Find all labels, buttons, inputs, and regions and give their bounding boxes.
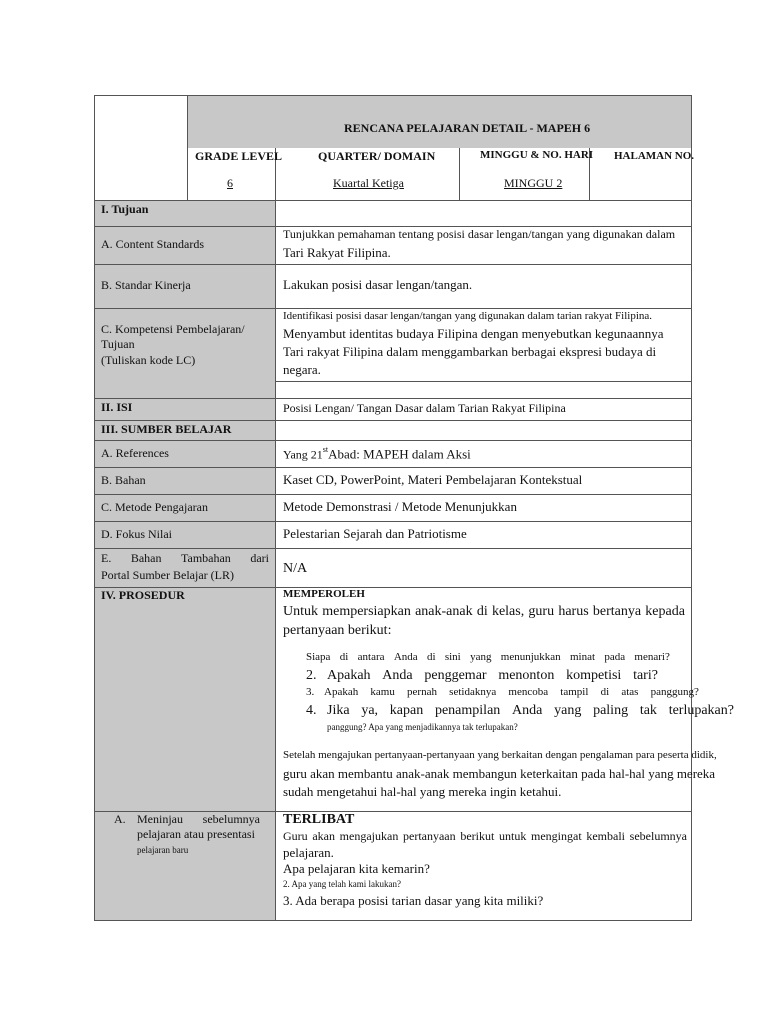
table-border-bottom (94, 920, 692, 921)
word: mencoba (508, 686, 549, 698)
page-number-label: HALAMAN NO. (614, 150, 695, 162)
word: setidaknya (449, 686, 497, 698)
table-border-top (94, 95, 692, 96)
content-standards-text: Tunjukkan pemahaman tentang posisi dasar lengan/tangan yang digunakan dalam (283, 227, 676, 241)
row-line (94, 467, 692, 468)
row-line (94, 548, 692, 549)
grade-level-value: 6 (227, 176, 233, 190)
kompetensi-text: Identifikasi posisi dasar lengan/tangan yang digunakan dalam tarian rakyat Filipina. (283, 310, 653, 322)
prosedur-intro (283, 604, 685, 620)
content-standards-label: A. Content Standards (101, 237, 204, 251)
word: Untuk (283, 604, 318, 619)
tambahan-text: N/A (283, 561, 308, 576)
fokus-label: D. Fokus Nilai (101, 527, 173, 541)
after-questions-text: sudah mengetahui hal-hal yang mereka ingin ketahui. (283, 784, 562, 799)
word: Anda (512, 703, 543, 718)
kompetensi-label: Tujuan (101, 337, 135, 351)
word: tari? (633, 668, 658, 683)
references-text: Yang 21stAbad: MAPEH dalam Aksi (283, 445, 471, 462)
word: pertanyaan (403, 829, 456, 843)
bahan-label: B. Bahan (101, 473, 146, 487)
word: sebelumnya (629, 829, 687, 843)
question-4-number: 4. (306, 703, 317, 718)
word: ya, (361, 703, 379, 718)
grade-level-label: GRADE LEVEL (195, 149, 283, 163)
header-divider-logo (187, 95, 188, 200)
word: penampilan (434, 703, 501, 718)
section-heading-sumber: III. SUMBER BELAJAR (101, 422, 232, 436)
content-standards-text: Tari Rakyat Filipina. (283, 245, 391, 260)
row-line (94, 200, 692, 201)
question-3-number: 3. (306, 686, 315, 698)
word: antara (357, 651, 385, 663)
word: kepada (645, 604, 685, 619)
word: untuk (498, 829, 527, 843)
terlibat-question: 3. Ada berapa posisi tarian dasar yang kita miliki? (283, 893, 544, 908)
row-line (276, 381, 692, 382)
word: Guru (283, 829, 308, 843)
word: anak-anak (415, 604, 473, 619)
word: Anda (393, 651, 418, 663)
meninjau-number: A. (114, 812, 126, 826)
word: kompetisi (566, 668, 622, 683)
standar-kinerja-label: B. Standar Kinerja (101, 278, 191, 292)
word: kembali (586, 829, 625, 843)
metode-label: C. Metode Pengajaran (101, 500, 208, 514)
word: mengajukan (339, 829, 399, 843)
word: Meninjau (137, 812, 183, 826)
kompetensi-text: negara. (283, 362, 321, 377)
word: Apakah (327, 668, 371, 683)
standar-kinerja-text: Lakukan posisi dasar lengan/tangan. (283, 277, 473, 292)
quarter-domain-label: QUARTER/ DOMAIN (318, 149, 436, 163)
week-day-label: MINGGU & NO. HARI (480, 149, 594, 161)
word: mengingat (531, 829, 582, 843)
word: menonton (498, 668, 555, 683)
word: Tambahan (181, 551, 231, 565)
question-3 (324, 686, 699, 699)
word: penggemar (424, 668, 487, 683)
bahan-text: Kaset CD, PowerPoint, Materi Pembelajaran Kontekstual (283, 472, 583, 487)
section-heading-prosedur: IV. PROSEDUR (101, 588, 185, 602)
word: Jika (327, 703, 350, 718)
word: Apakah (324, 686, 359, 698)
kompetensi-label: (Tuliskan kode LC) (101, 353, 196, 367)
word: kamu (370, 686, 395, 698)
after-questions-text: Setelah mengajukan pertanyaan-pertanyaan yang berkaitan dengan pengalaman para peserta didik, (283, 749, 717, 761)
word: Siapa (306, 651, 331, 663)
terlibat-text: pelajaran. (283, 845, 334, 860)
word: sini (444, 651, 461, 663)
word: sebelumnya (202, 812, 260, 826)
word: minat (569, 651, 596, 663)
question-2-number: 2. (306, 668, 317, 683)
memperoleh-heading: MEMPEROLEH (283, 588, 365, 600)
question-2 (327, 668, 658, 684)
row-line (94, 420, 692, 421)
row-line (94, 440, 692, 441)
word: dari (250, 551, 269, 565)
word: tak (639, 703, 657, 718)
word: harus (558, 604, 589, 619)
word: yang (470, 651, 492, 663)
word: panggung? (650, 686, 699, 698)
word: kelas, (491, 604, 525, 619)
word: guru (528, 604, 555, 619)
word: pada (604, 651, 626, 663)
page-title: RENCANA PELAJARAN DETAIL - MAPEH 6 (344, 121, 591, 135)
section-heading-tujuan: I. Tujuan (101, 202, 149, 216)
word: akan (312, 829, 335, 843)
kompetensi-label: C. Kompetensi Pembelajaran/ (101, 322, 245, 336)
table-border-left (94, 95, 95, 921)
question-1 (306, 651, 670, 664)
word: di (339, 651, 349, 663)
word: di (476, 604, 488, 619)
row-line (94, 811, 692, 812)
metode-text: Metode Demonstrasi / Metode Menunjukkan (283, 499, 517, 514)
question-4-continued: panggung? Apa yang menjadikannya tak terlupakan? (327, 722, 518, 732)
word: yang (554, 703, 582, 718)
row-line (94, 308, 692, 309)
section-heading-isi: II. ISI (101, 400, 133, 414)
tambahan-label: Portal Sumber Belajar (LR) (101, 568, 234, 582)
kompetensi-text: Tari rakyat Filipina dalam menggambarkan berbagai ekspresi budaya di (283, 344, 657, 359)
word: di (426, 651, 436, 663)
word: paling (593, 703, 629, 718)
after-questions-text: guru akan membantu anak-anak membangun keterkaitan pada hal-hal yang mereka (283, 766, 716, 781)
word: kapan (389, 703, 424, 718)
meninjau-label: pelajaran baru (137, 845, 189, 855)
prosedur-intro: pertanyaan berikut: (283, 623, 392, 638)
week-day-value: MINGGU 2 (504, 176, 563, 190)
word: berikut (460, 829, 495, 843)
word: terlupakan? (668, 703, 734, 718)
row-line (94, 398, 692, 399)
row-line (94, 264, 692, 265)
terlibat-question: 2. Apa yang telah kami lakukan? (283, 879, 401, 889)
word: pernah (407, 686, 437, 698)
isi-text: Posisi Lengan/ Tangan Dasar dalam Tarian Rakyat Filipina (283, 401, 566, 415)
tambahan-label (101, 552, 269, 566)
terlibat-text (283, 830, 687, 844)
row-line (94, 494, 692, 495)
table-border-right (691, 95, 692, 921)
word: bertanya (592, 604, 642, 619)
word: atas (621, 686, 639, 698)
terlibat-question: Apa pelajaran kita kemarin? (283, 861, 430, 876)
fokus-text: Pelestarian Sejarah dan Patriotisme (283, 526, 467, 541)
word: menari? (634, 651, 670, 663)
header-divider-2 (459, 148, 460, 200)
word: mempersiapkan (322, 604, 411, 619)
quarter-domain-value: Kuartal Ketiga (333, 176, 404, 190)
question-4 (327, 703, 734, 719)
meninjau-label: pelajaran atau presentasi (137, 827, 255, 841)
references-label: A. References (101, 446, 169, 460)
kompetensi-text: Menyambut identitas budaya Filipina dengan menyebutkan kegunaannya (283, 326, 664, 341)
word: tampil (560, 686, 589, 698)
word: E. (101, 551, 112, 565)
word: di (600, 686, 610, 698)
meninjau-label (137, 813, 260, 827)
word: menunjukkan (500, 651, 561, 663)
word: Bahan (130, 551, 162, 565)
word: Anda (382, 668, 413, 683)
terlibat-heading: TERLIBAT (283, 812, 355, 827)
row-line (94, 521, 692, 522)
